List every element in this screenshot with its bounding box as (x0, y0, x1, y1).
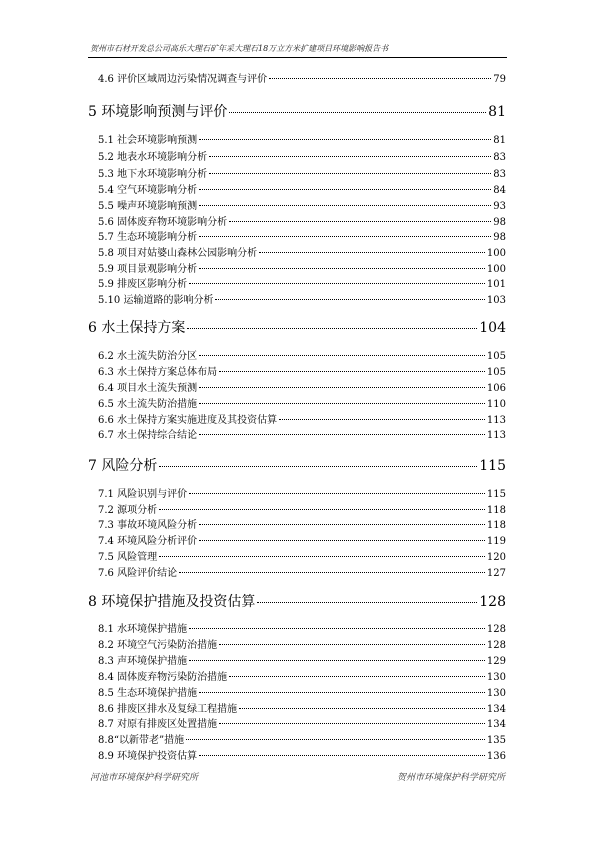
toc-leader-dots (159, 556, 485, 557)
toc-entry-label: 5.3 地下水环境影响分析 (98, 169, 208, 180)
toc-entry-label: 8.4 固体废弃物污染防治措施 (98, 672, 228, 683)
toc-section-entry[interactable] (88, 260, 506, 274)
toc-entry-label: 8.8“以新带老”措施 (98, 735, 185, 746)
toc-leader-dots (199, 434, 485, 435)
toc-entry-label: 5.8 项目对姑婆山森林公园影响分析 (98, 248, 258, 259)
toc-leader-dots (279, 419, 485, 420)
toc-leader-dots (199, 205, 491, 206)
toc-entry-label: 8.9 环境保护投资估算 (98, 751, 198, 762)
toc-entry-page: 100 (486, 248, 506, 259)
toc-entry-label: 5.1 社会环境影响预测 (98, 135, 198, 146)
toc-leader-dots (189, 660, 485, 661)
toc-entry-label: 4.6 评价区域周边污染情况调查与评价 (98, 74, 268, 85)
toc-section-entry[interactable] (88, 532, 506, 546)
toc-entry-page: 135 (486, 735, 506, 746)
toc-leader-dots (199, 692, 485, 693)
toc-entry-page: 128 (486, 640, 506, 651)
toc-entry-label: 8.6 排废区排水及复绿工程措施 (98, 704, 238, 715)
toc-entry-page: 128 (486, 624, 506, 635)
toc-entry-page: 113 (486, 430, 506, 441)
toc-section-entry[interactable] (88, 426, 506, 440)
toc-leader-dots (209, 173, 491, 174)
toc-entry-label: 5 环境影响预测与评价 (88, 104, 228, 120)
toc-leader-dots (219, 723, 485, 724)
toc-entry-page: 105 (486, 367, 506, 378)
toc-leader-dots (159, 466, 477, 467)
toc-entry-page: 98 (493, 232, 506, 243)
toc-section-entry[interactable] (88, 131, 506, 145)
toc-section-entry[interactable] (88, 516, 506, 530)
toc-entry-label: 6.3 水土保持方案总体布局 (98, 367, 218, 378)
toc-chapter-entry[interactable] (88, 101, 506, 121)
toc-entry-page: 118 (486, 520, 506, 531)
toc-leader-dots (219, 371, 485, 372)
toc-leader-dots (239, 708, 485, 709)
toc-leader-dots (199, 540, 485, 541)
footer-right: 贺州市环境保护科学研究所 (396, 773, 505, 783)
toc-entry-page: 100 (486, 264, 506, 275)
toc-entry-page: 81 (488, 104, 506, 120)
toc-entry-label: 6.7 水土保持综合结论 (98, 430, 198, 441)
toc-entry-page: 84 (493, 185, 506, 196)
toc-entry-label: 8.2 环境空气污染防治措施 (98, 640, 218, 651)
toc-chapter-entry[interactable] (88, 455, 506, 475)
toc-entry-page: 115 (486, 489, 506, 500)
toc-entry-label: 5.6 固体废弃物环境影响分析 (98, 217, 228, 228)
toc-section-entry[interactable] (88, 731, 506, 745)
toc-entry-page: 134 (486, 704, 506, 715)
toc-entry-label: 8 环境保护措施及投资估算 (88, 594, 256, 610)
toc-section-entry[interactable] (88, 213, 506, 227)
toc-section-entry[interactable] (88, 652, 506, 666)
toc-section-entry[interactable] (88, 485, 506, 499)
toc-entry-page: 130 (486, 688, 506, 699)
toc-leader-dots (189, 283, 485, 284)
toc-leader-dots (209, 156, 491, 157)
toc-entry-label: 7.3 事故环境风险分析 (98, 520, 198, 531)
toc-section-entry[interactable] (88, 620, 506, 634)
toc-entry-label: 5.9 排废区影响分析 (98, 279, 188, 290)
toc-leader-dots (199, 139, 491, 140)
toc-section-entry[interactable] (88, 70, 506, 84)
toc-chapter-entry[interactable] (88, 317, 506, 337)
toc-section-entry[interactable] (88, 181, 506, 195)
toc-entry-page: 130 (486, 672, 506, 683)
toc-leader-dots (229, 676, 485, 677)
toc-leader-dots (259, 252, 485, 253)
toc-leader-dots (199, 755, 485, 756)
toc-entry-label: 7 风险分析 (88, 458, 158, 474)
toc-entry-page: 103 (486, 295, 506, 306)
toc-entry-page: 136 (486, 751, 506, 762)
toc-entry-label: 8.3 声环境保护措施 (98, 656, 188, 667)
toc-entry-page: 118 (486, 505, 506, 516)
toc-section-entry[interactable] (88, 148, 506, 162)
toc-section-entry[interactable] (88, 747, 506, 761)
toc-entry-page: 110 (486, 399, 506, 410)
header-rule (88, 57, 507, 58)
toc-entry-label: 7.5 风险管理 (98, 552, 158, 563)
toc-entry-page: 134 (486, 719, 506, 730)
toc-section-entry[interactable] (88, 395, 506, 409)
toc-leader-dots (159, 509, 485, 510)
toc-entry-label: 5.10 运输道路的影响分析 (98, 295, 214, 306)
toc-entry-page: 127 (486, 568, 506, 579)
toc-leader-dots (199, 189, 491, 190)
toc-entry-label: 5.7 生态环境影响分析 (98, 232, 198, 243)
toc-entry-label: 5.2 地表水环境影响分析 (98, 152, 208, 163)
toc-entry-label: 7.2 源项分析 (98, 505, 158, 516)
toc-entry-page: 98 (493, 217, 506, 228)
toc-leader-dots (199, 268, 485, 269)
toc-entry-label: 6.6 水土保持方案实施进度及其投资估算 (98, 415, 278, 426)
toc-entry-label: 8.5 生态环境保护措施 (98, 688, 198, 699)
footer-left: 河池市环境保护科学研究所 (90, 773, 199, 783)
toc-leader-dots (187, 328, 477, 329)
toc-section-entry[interactable] (88, 636, 506, 650)
toc-entry-label: 7.6 风险评价结论 (98, 568, 178, 579)
toc-leader-dots (199, 524, 485, 525)
toc-entry-page: 120 (486, 552, 506, 563)
toc-entry-label: 5.4 空气环境影响分析 (98, 185, 198, 196)
toc-leader-dots (199, 355, 485, 356)
toc-entry-page: 128 (479, 594, 506, 610)
toc-section-entry[interactable] (88, 411, 506, 425)
toc-entry-page: 119 (486, 536, 506, 547)
toc-leader-dots (189, 493, 485, 494)
toc-entry-page: 113 (486, 415, 506, 426)
toc-leader-dots (186, 739, 485, 740)
toc-entry-page: 129 (486, 656, 506, 667)
toc-leader-dots (257, 602, 477, 603)
toc-entry-label: 7.4 环境风险分析评价 (98, 536, 198, 547)
toc-entry-page: 104 (479, 320, 506, 336)
toc-section-entry[interactable] (88, 275, 506, 289)
toc-leader-dots (219, 644, 485, 645)
toc-section-entry[interactable] (88, 564, 506, 578)
toc-entry-label: 5.9 项目景观影响分析 (98, 264, 198, 275)
toc-section-entry[interactable] (88, 684, 506, 698)
toc-leader-dots (215, 299, 484, 300)
toc-entry-label: 6 水土保持方案 (88, 320, 186, 336)
toc-section-entry[interactable] (88, 715, 506, 729)
toc-entry-page: 101 (486, 279, 506, 290)
toc-section-entry[interactable] (88, 197, 506, 211)
toc-section-entry[interactable] (88, 363, 506, 377)
toc-leader-dots (199, 236, 491, 237)
toc-section-entry[interactable] (88, 244, 506, 258)
toc-entry-page: 106 (486, 383, 506, 394)
toc-section-entry[interactable] (88, 165, 506, 179)
toc-entry-label: 6.4 项目水土流失预测 (98, 383, 198, 394)
toc-entry-page: 81 (493, 135, 506, 146)
toc-leader-dots (229, 112, 486, 113)
toc-leader-dots (269, 78, 491, 79)
toc-entry-label: 8.1 水环境保护措施 (98, 624, 188, 635)
toc-entry-page: 105 (486, 351, 506, 362)
toc-entry-label: 6.5 水土流失防治措施 (98, 399, 198, 410)
toc-section-entry[interactable] (88, 501, 506, 515)
toc-section-entry[interactable] (88, 291, 506, 305)
page-header: 贺州市石材开发总公司高乐大理石矿年采大理石18万立方米扩建项目环境影响报告书 (90, 44, 389, 53)
toc-section-entry[interactable] (88, 379, 506, 393)
toc-entry-page: 83 (493, 152, 506, 163)
toc-section-entry[interactable] (88, 548, 506, 562)
toc-entry-page: 93 (493, 201, 506, 212)
toc-entry-page: 115 (479, 458, 506, 474)
toc-leader-dots (229, 221, 491, 222)
toc-entry-page: 83 (493, 169, 506, 180)
toc-section-entry[interactable] (88, 668, 506, 682)
toc-leader-dots (199, 387, 485, 388)
toc-entry-page: 79 (493, 74, 506, 85)
toc-section-entry[interactable] (88, 228, 506, 242)
toc-leader-dots (179, 572, 485, 573)
toc-leader-dots (199, 403, 485, 404)
toc-entry-label: 8.7 对原有排废区处置措施 (98, 719, 218, 730)
toc-chapter-entry[interactable] (88, 591, 506, 611)
toc-section-entry[interactable] (88, 347, 506, 361)
toc-entry-label: 5.5 噪声环境影响预测 (98, 201, 198, 212)
toc-entry-label: 7.1 风险识别与评价 (98, 489, 188, 500)
toc-section-entry[interactable] (88, 700, 506, 714)
toc-leader-dots (189, 628, 485, 629)
toc-entry-label: 6.2 水土流失防治分区 (98, 351, 198, 362)
